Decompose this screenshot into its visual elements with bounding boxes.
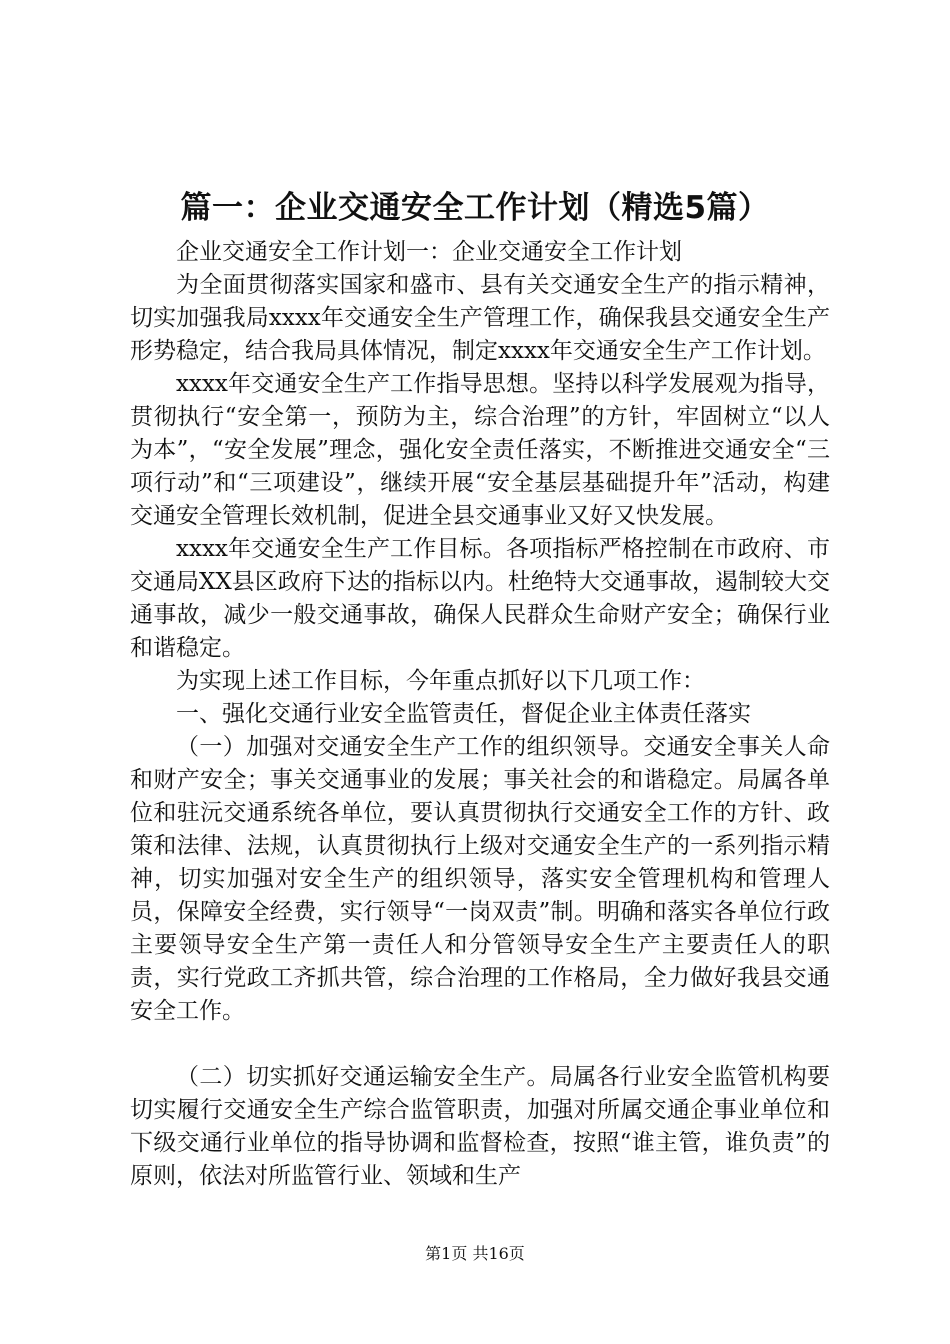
paragraph: xxxx年交通安全生产工作指导思想。坚持以科学发展观为指导，贯彻执行“安全第一，预防为主，综合治理”的方针，牢固树立“以人为本”，“安全发展”理念，强化安全责任落实，不断推进交通安全“三项行动”和“三项建设”，继续开展“安全基层基础提升年”活动，构建交通安全管理长效机制，促进全县交通事业又好又快发展。 [130, 371, 830, 529]
paragraph: （二）切实抓好交通运输安全生产。局属各行业安全监管机构要切实履行交通安全生产综合监管职责，加强对所属交通企事业单位和下级交通行业单位的指导协调和监督检查，按照“谁主管，谁负责”的原则，依法对所监管行业、领域和生产 [130, 1064, 830, 1189]
paragraph: xxxx年交通安全生产工作目标。各项指标严格控制在市政府、市交通局XX县区政府下达的指标以内。杜绝特大交通事故，遏制较大交通事故，减少一般交通事故，确保人民群众生命财产安全；确保行业和谐稳定。 [130, 536, 830, 661]
document-body [130, 236, 830, 1193]
paragraph: 企业交通安全工作计划一：企业交通安全工作计划 [176, 239, 682, 265]
document-title: 篇一：企业交通安全工作计划（精选5篇） [180, 190, 770, 226]
paragraph: 为实现上述工作目标，今年重点抓好以下几项工作： [176, 668, 705, 694]
paragraph: （一）加强对交通安全生产工作的组织领导。交通安全事关人命和财产安全；事关交通事业的发展；事关社会的和谐稳定。局属各单位和驻沅交通系统各单位，要认真贯彻执行交通安全工作的方针、政策和法律、法规，认真贯彻执行上级对交通安全生产的一系列指示精神，切实加强对安全生产的组织领导，落实安全管理机构和管理人员，保障安全经费，实行领导“一岗双责”制。明确和落实各单位行政主要领导安全生产第一责任人和分管领导安全生产主要责任人的职责，实行党政工齐抓共管，综合治理的工作格局，全力做好我县交通安全工作。 [130, 734, 830, 1024]
paragraph: 为全面贯彻落实国家和盛市、县有关交通安全生产的指示精神，切实加强我局xxxx年交通安全生产管理工作，确保我县交通安全生产形势稳定，结合我局具体情况，制定xxxx年交通安全生产工作计划。 [130, 272, 830, 364]
section-heading: 一、强化交通行业安全监管责任，督促企业主体责任落实 [176, 701, 751, 727]
page-number: 第1页 共16页 [425, 1244, 525, 1263]
